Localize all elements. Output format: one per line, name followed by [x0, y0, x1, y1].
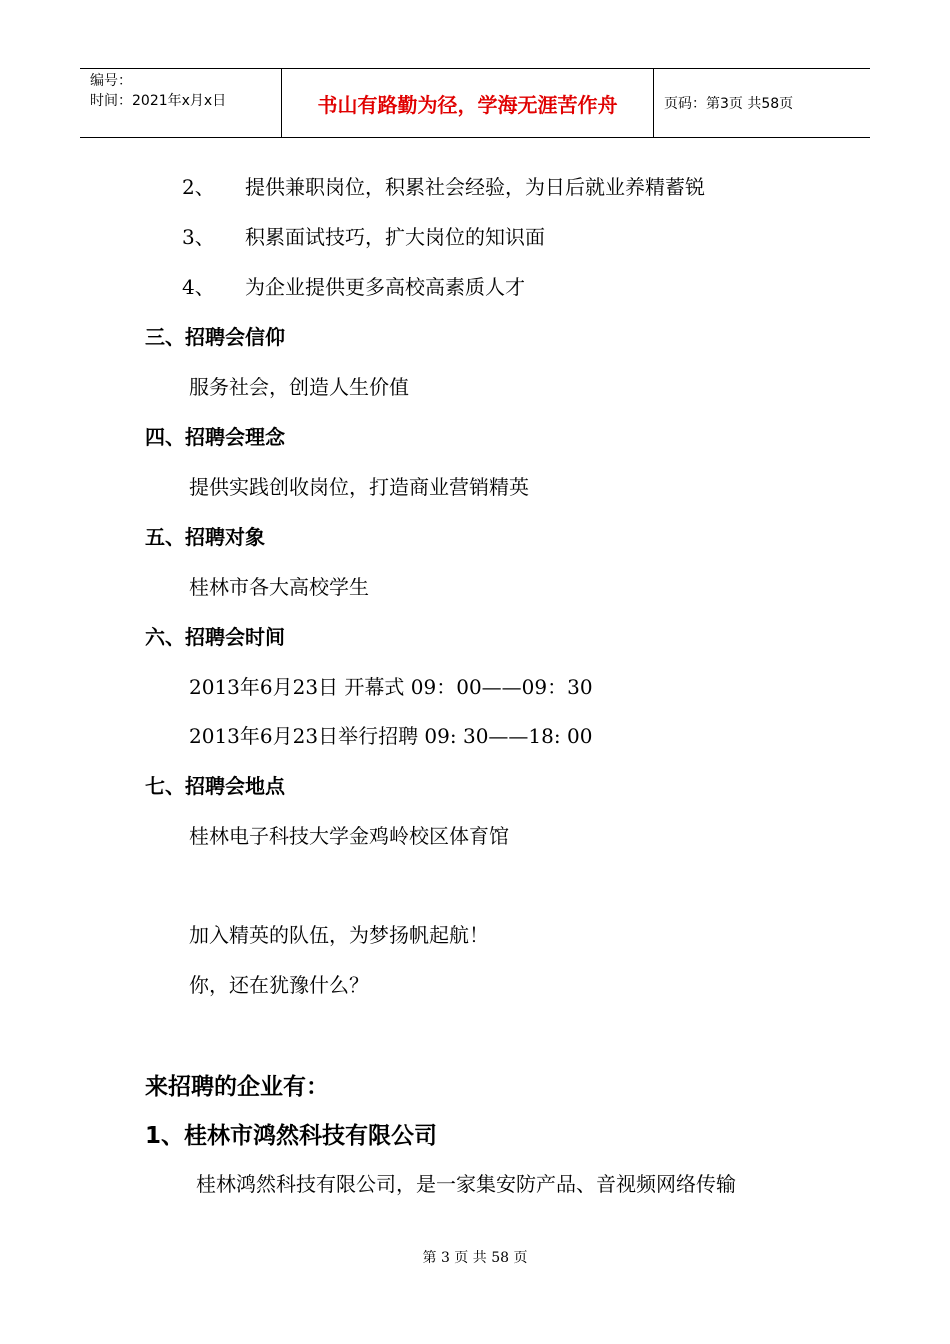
section-heading-time: 六、招聘会时间 — [145, 625, 285, 649]
section-heading-target: 五、招聘对象 — [145, 525, 265, 549]
page-footer: 第 3 页 共 58 页 — [422, 1250, 528, 1266]
list-item-text: 为企业提供更多高校高素质人才 — [245, 275, 525, 299]
list-item-number: 3、 — [182, 225, 215, 249]
section-body-belief: 服务社会，创造人生价值 — [189, 375, 409, 399]
header-motto: 书山有路勤为径，学海无涯苦作舟 — [282, 69, 654, 137]
list-item-number: 4、 — [182, 275, 215, 299]
list-item-text: 积累面试技巧，扩大岗位的知识面 — [245, 225, 545, 249]
section-body-time-opening: 2013年6月23日 开幕式 09：00——09：30 — [189, 675, 593, 699]
section-heading-belief: 三、招聘会信仰 — [145, 325, 285, 349]
company-heading: 1、桂林市鸿然科技有限公司 — [145, 1123, 438, 1149]
list-item-text: 提供兼职岗位，积累社会经验，为日后就业养精蓄锐 — [245, 175, 705, 199]
closing-slogan: 加入精英的队伍，为梦扬帆起航！ — [189, 923, 489, 947]
company-description: 桂林鸿然科技有限公司，是一家集安防产品、音视频网络传输 — [196, 1172, 736, 1196]
header-page-number: 页码：第3页 共58页 — [664, 96, 794, 112]
list-item-number: 2、 — [182, 175, 215, 199]
section-body-target: 桂林市各大高校学生 — [189, 575, 369, 599]
section-heading-location: 七、招聘会地点 — [145, 774, 285, 798]
companies-heading: 来招聘的企业有： — [145, 1074, 329, 1100]
header-meta — [80, 69, 282, 137]
section-body-time-recruiting: 2013年6月23日举行招聘 09: 30——18: 00 — [189, 724, 593, 748]
section-body-location: 桂林电子科技大学金鸡岭校区体育馆 — [189, 824, 509, 848]
doc-number-label: 编号： — [90, 73, 132, 89]
section-body-concept: 提供实践创收岗位，打造商业营销精英 — [189, 475, 529, 499]
closing-question: 你，还在犹豫什么？ — [189, 973, 369, 997]
doc-time-label: 时间：2021年x月x日 — [90, 93, 227, 109]
section-heading-concept: 四、招聘会理念 — [145, 425, 285, 449]
page-header — [80, 68, 870, 138]
